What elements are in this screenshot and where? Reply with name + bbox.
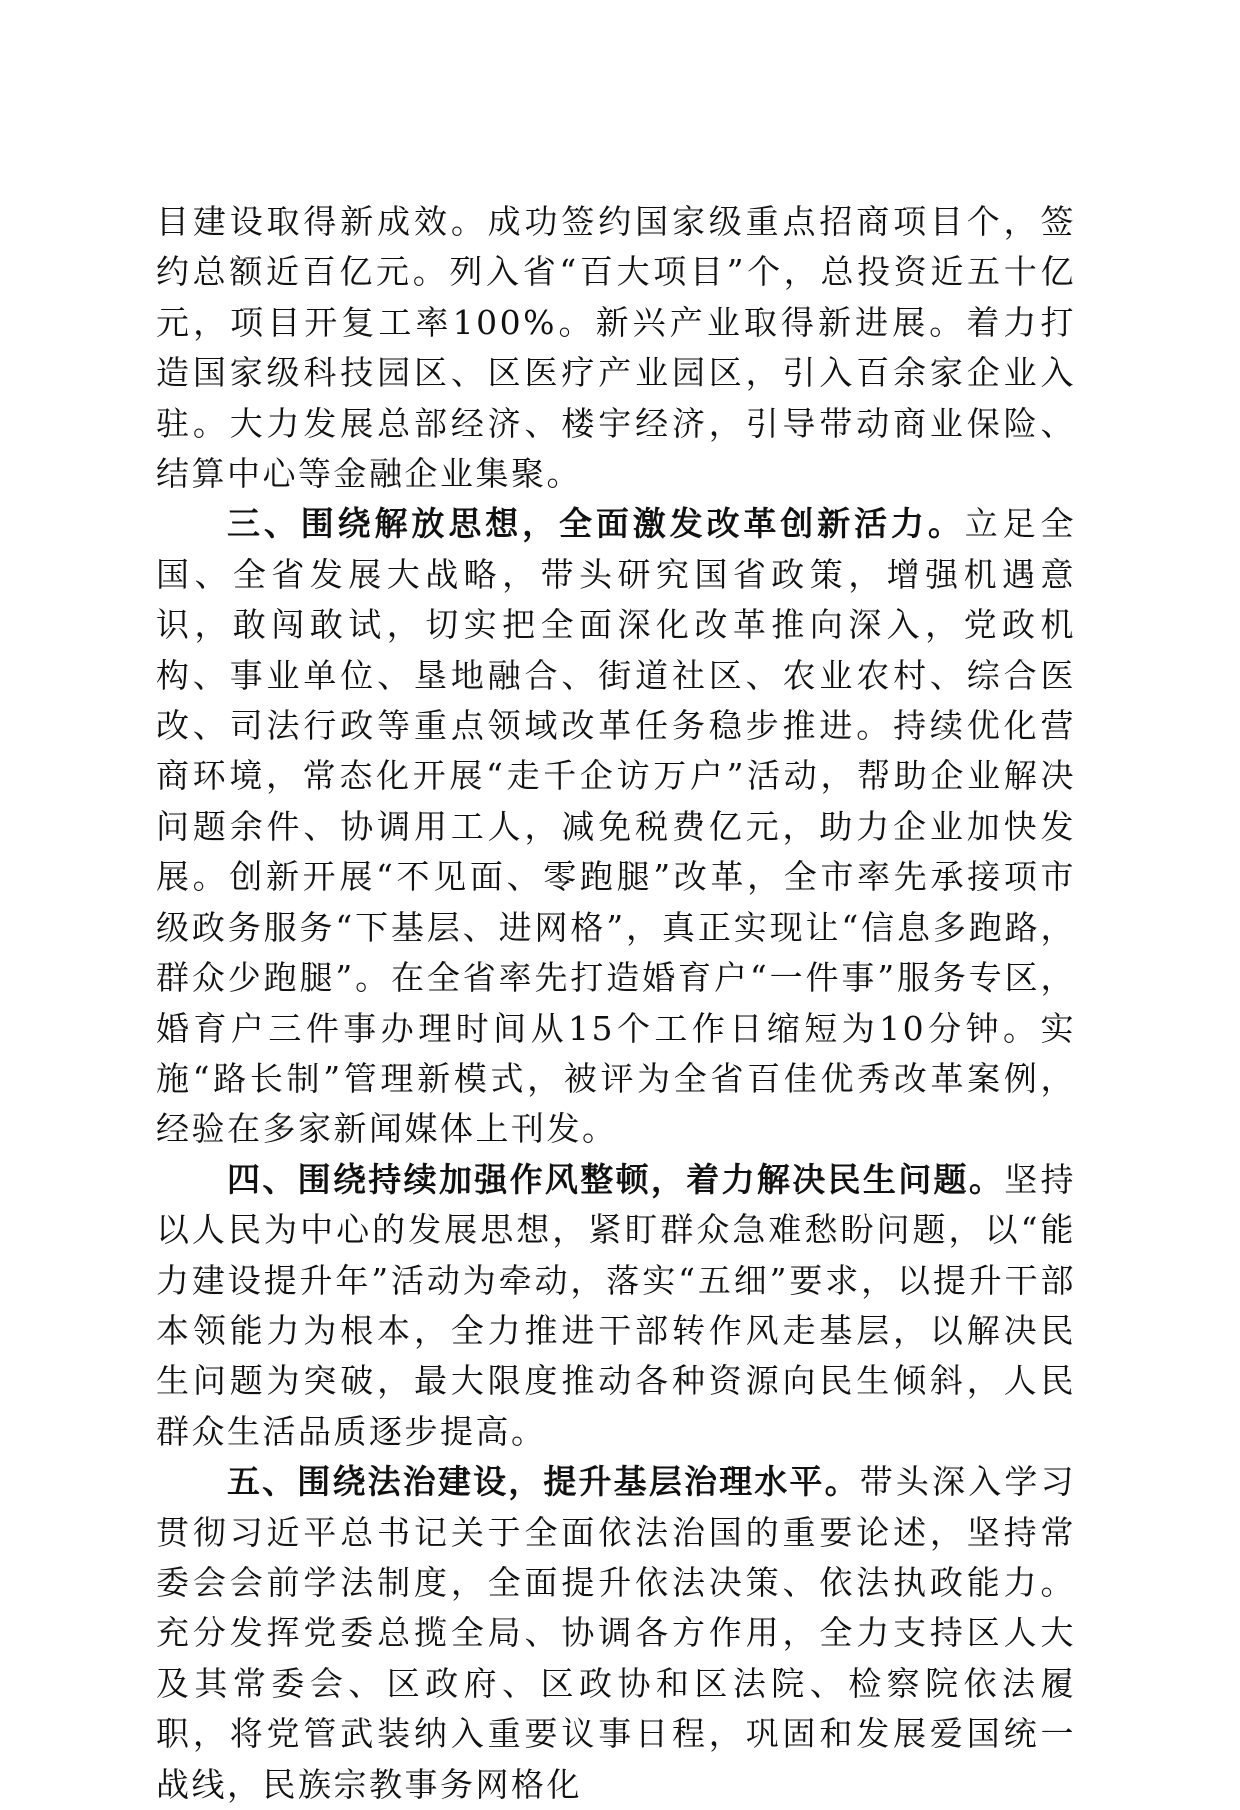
section-heading: 五、围绕法治建设，提升基层治理水平。 [227,1462,860,1502]
paragraph-text: 带头深入学习贯彻习近平总书记关于全面依法治国的重要论述，坚持常委会会前学法制度，全面提升依法决策、依法执政能力。充分发挥党委总揽全局、协调各方作用，全力支持区人大及其常委会、区政府、区政协和区法院、检察院依法履职，将党管武装纳入重要议事日程，巩固和发展爱国统一战线，民族宗教事务网格化 [156,1462,1077,1804]
paragraph-section-3 [156,499,1076,1154]
section-heading: 三、围绕解放思想，全面激发改革创新活力。 [227,504,965,544]
paragraph-text: 立足全国、全省发展大战略，带头研究国省政策，增强机遇意识，敢闯敢试，切实把全面深化改革推向深入，党政机构、事业单位、垦地融合、街道社区、农业农村、综合医改、司法行政等重点领域改革任务稳步推进。持续优化营商环境，常态化开展“走千企访万户”活动，帮助企业解决问题余件、协调用工人，减免税费亿元，助力企业加快发展。创新开展“不见面、零跑腿”改革，全市率先承接项市级政务服务“下基层、进网格”，真正实现让“信息多跑路，群众少跑腿”。在全省率先打造婚育户“一件事”服务专区，婚育户三件事办理时间从15个工作日缩短为10分钟。实施“路长制”管理新模式，被评为全省百佳优秀改革案例，经验在多家新闻媒体上刊发。 [156,504,1077,1149]
paragraph-text: 坚持以人民为中心的发展思想，紧盯群众急难愁盼问题，以“能力建设提升年”活动为牵动，落实“五细”要求，以提升干部本领能力为根本，全力推进干部转作风走基层，以解决民生问题为突破，最大限度推动各种资源向民生倾斜，人民群众生活品质逐步提高。 [156,1159,1077,1451]
paragraph-section-5 [156,1457,1076,1810]
paragraph-section-4 [156,1155,1076,1457]
paragraph-continuation [156,197,1076,499]
paragraph-text: 目建设取得新成效。成功签约国家级重点招商项目个，签约总额近百亿元。列入省“百大项目”个，总投资近五十亿元，项目开复工率100%。新兴产业取得新进展。着力打造国家级科技园区、区医疗产业园区，引入百余家企业入驻。大力发展总部经济、楼宇经济，引导带动商业保险、结算中心等金融企业集聚。 [156,202,1076,494]
section-heading: 四、围绕持续加强作风整顿，着力解决民生问题。 [227,1159,1005,1199]
document-page [156,197,1076,1810]
